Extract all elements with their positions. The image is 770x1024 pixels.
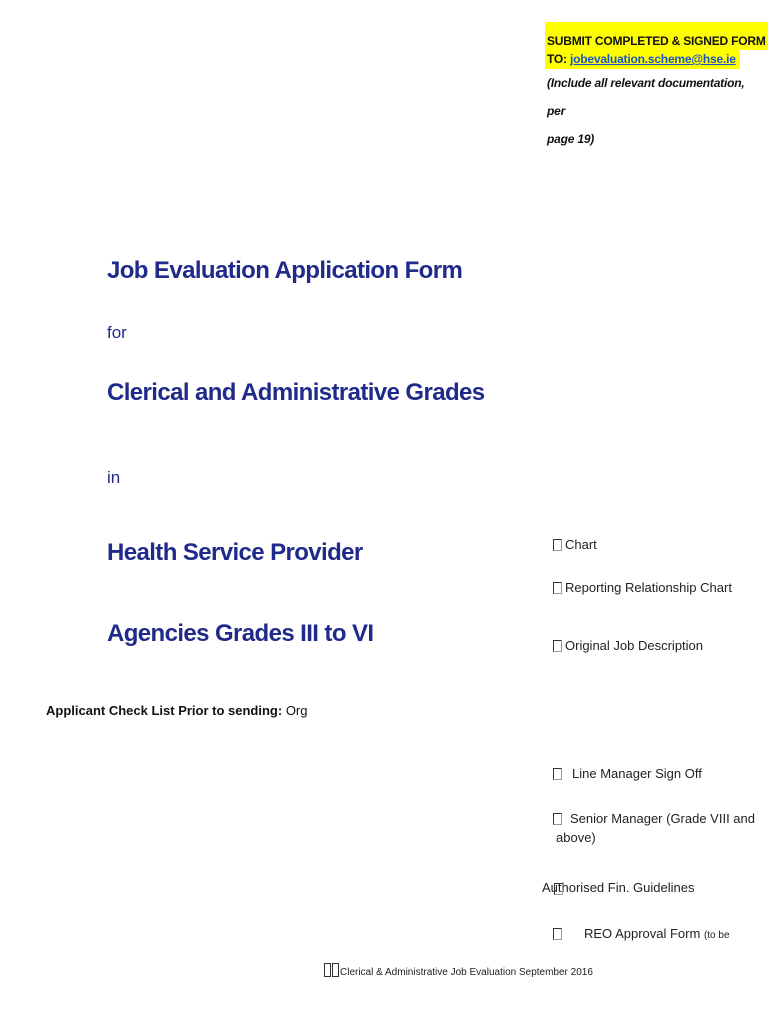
checklist-item-org-chart (553, 537, 597, 552)
checklist-item-label: Line Manager Sign Off (572, 766, 702, 781)
submit-heading: SUBMIT COMPLETED & SIGNED FORM (545, 22, 768, 50)
checklist-item-reporting-chart (553, 580, 732, 595)
checkbox-senior-manager[interactable] (553, 813, 562, 825)
checklist-item-small-note: (to be (703, 930, 730, 941)
checklist-item-job-description (553, 638, 703, 653)
checklist-item-label: Authorised Fin. Guidelines (542, 880, 695, 895)
form-subtitle-provider: Health Service Provider (107, 539, 363, 566)
checklist-item-label: Senior Manager (Grade VIII and (570, 811, 755, 826)
submit-note (545, 69, 755, 153)
checkbox-job-description[interactable] (553, 640, 562, 652)
checkbox-reporting-chart[interactable] (553, 582, 562, 594)
page-footer (324, 963, 593, 978)
footer-text: Clerical & Administrative Job Evaluation September 2016 (340, 967, 593, 978)
title-in: in (107, 468, 121, 487)
submit-email-link[interactable]: jobevaluation.scheme@hse.ie (569, 52, 736, 66)
submit-note-line2: page 19) (547, 132, 595, 146)
title-for: for (107, 323, 127, 342)
checklist-item-label: Original Job Description (565, 638, 704, 653)
checklist-item-label: Reporting Relationship Chart (565, 580, 732, 595)
checklist-label (46, 703, 308, 718)
checkbox-line-manager[interactable] (553, 768, 562, 780)
footer-box-icon (324, 963, 331, 977)
form-subtitle-agencies: Agencies Grades III to VI (107, 620, 374, 647)
checklist-item-senior-manager (553, 811, 755, 826)
checklist-item-label: REO Approval Form (584, 926, 701, 941)
checklist-item-line-manager (553, 766, 702, 781)
checkbox-org-chart[interactable] (553, 539, 562, 551)
checklist-label-bold: Applicant Check List Prior to sending: (46, 703, 283, 718)
form-subtitle-grades: Clerical and Administrative Grades (107, 379, 485, 406)
checklist-item-senior-manager-cont: above) (556, 830, 596, 845)
submit-instructions (545, 22, 766, 153)
submit-to-line (545, 50, 740, 69)
checklist-item-label: Chart (565, 537, 597, 552)
checklist-item-reo-approval (553, 926, 730, 941)
submit-to-prefix: TO: (547, 52, 570, 66)
form-title: Job Evaluation Application Form (107, 257, 463, 284)
submit-note-line1: (Include all relevant documentation, per (547, 76, 745, 118)
checkbox-reo-approval[interactable] (553, 928, 562, 940)
checklist-label-trail: Org (282, 703, 308, 718)
checklist-item-fin-guidelines (542, 880, 694, 895)
checkbox-fin-guidelines[interactable] (554, 883, 563, 895)
footer-box-icon (332, 963, 339, 977)
